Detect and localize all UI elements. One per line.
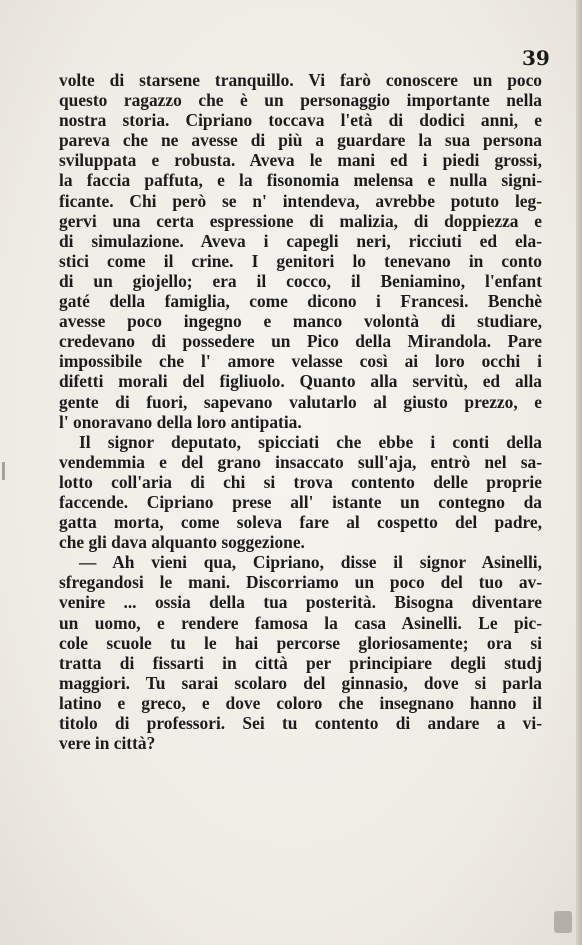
text-line: vendemmia e del grano insaccato sull'aja, entrò nel sa- [59,451,542,472]
text-line: gervi una certa espressione di malizia, di doppiezza e [59,210,542,231]
body-text [59,70,542,753]
text-line: pareva che ne avesse di più a guardare la sua persona [59,130,542,151]
text-line: che gli dava alquanto soggezione. [59,532,305,553]
text-line: gatta morta, come soleva fare al cospetto del padre, [59,512,542,533]
text-line: questo ragazzo che è un personaggio importante nella [59,90,542,111]
ink-mark [2,462,5,480]
text-line: cole scuole tu le hai percorse gloriosamente; ora si [59,632,542,653]
text-line: gaté della famiglia, come dicono i Francesi. Benchè [59,291,542,312]
text-line: avesse poco ingegno e manco volontà di studiare, [59,311,542,332]
text-line: Il signor deputato, spicciati che ebbe i conti della [79,431,542,452]
text-line: titolo di professori. Sei tu contento di andare a vi- [59,713,542,733]
text-line: sfregandosi le mani. Discorriamo un poco del tuo av- [59,572,542,593]
text-line: sviluppata e robusta. Aveva le mani ed i piedi grossi, [59,150,542,171]
text-line: un uomo, e rendere famosa la casa Asinelli. Le pic- [59,612,542,633]
text-line: di un giojello; era il cocco, il Beniamino, l'enfant [59,270,542,291]
text-line: venire ... ossia della tua posterità. Bisogna diventare [59,592,542,613]
text-line: impossibile che l' amore velasse così ai loro occhi i [59,351,542,372]
text-line: faccende. Cipriano prese all' istante un contegno da [59,491,542,512]
text-line: stici come il crine. I genitori lo tenevano in conto [59,250,542,271]
text-line: — Ah vieni qua, Cipriano, disse il signor Asinelli, [79,552,542,573]
text-line: nostra storia. Cipriano toccava l'età di dodici anni, e [59,110,542,131]
page-number: 39 [522,46,550,70]
corner-smudge [554,911,572,933]
text-line: difetti morali del figliuolo. Quanto alla servitù, ed alla [59,371,542,392]
text-line: la faccia paffuta, e la fisonomia melensa e nulla signi- [59,170,542,191]
text-line: maggiori. Tu sarai scolaro del ginnasio, dove si parla [59,672,542,693]
text-line: latino e greco, e dove coloro che insegnano hanno il [59,692,542,713]
text-line: gente di fuori, sapevano valutarlo al giusto prezzo, e [59,391,542,412]
text-line: tratta di fissarti in città per principiare degli studj [59,652,542,673]
text-line: ficante. Chi però se n' intendeva, avrebbe potuto leg- [59,190,542,211]
text-line: di simulazione. Aveva i capegli neri, ricciuti ed ela- [59,230,542,251]
text-line: credevano di possedere un Pico della Mirandola. Pare [59,331,542,352]
text-line: l' onoravano della loro antipatia. [59,411,302,432]
text-line: volte di starsene tranquillo. Vi farò conoscere un poco [59,70,542,90]
page-edge [576,0,582,945]
text-line: lotto coll'aria di chi si trova contento delle proprie [59,471,542,492]
text-line: vere in città? [59,733,156,754]
